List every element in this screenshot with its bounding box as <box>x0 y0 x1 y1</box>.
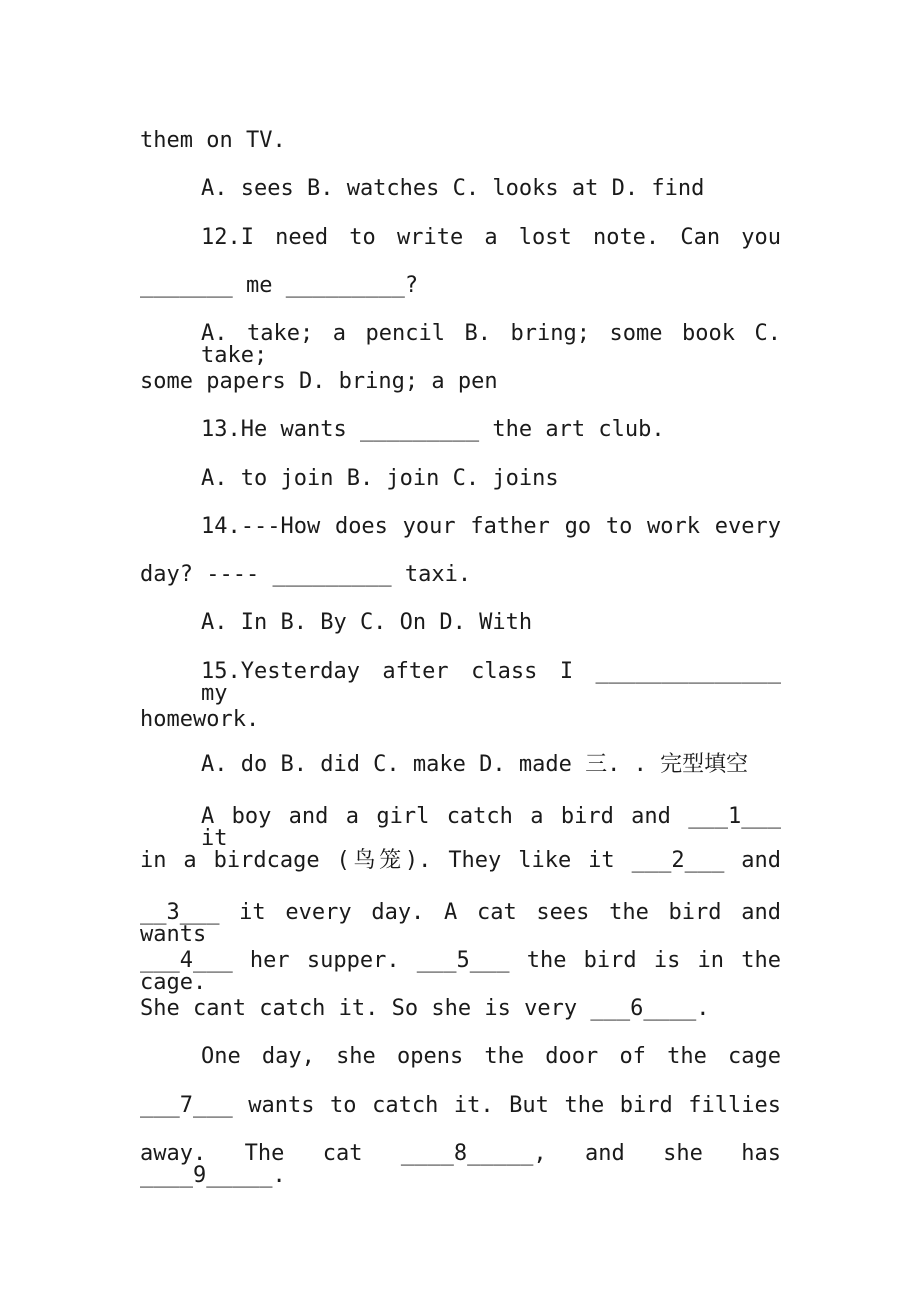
question-12-text: 12.I need to write a lost note. Can you <box>201 225 781 250</box>
question-14-options: A. In B. By C. On D. With <box>201 610 533 635</box>
cloze-paragraph-line: ___4___ her supper. ___5___ the bird is in the cage. <box>140 948 781 995</box>
question-15-options: A. do B. did C. make D. made 三. . 完型填空 <box>201 752 749 777</box>
text-line: day? ---- _________ taxi. <box>140 562 472 587</box>
question-14-text: 14.---How does your father go to work every <box>201 514 781 539</box>
question-13-options: A. to join B. join C. joins <box>201 466 559 491</box>
question-12-options: A. take; a pencil B. bring; some book C. take; <box>201 321 781 368</box>
cloze-paragraph-line: in a birdcage (鸟笼). They like it ___2___ and <box>140 848 781 873</box>
question-13-text: 13.He wants _________ the art club. <box>201 417 665 442</box>
cloze-paragraph-line: ___7___ wants to catch it. But the bird fillies <box>140 1093 781 1118</box>
cloze-paragraph-line: away. The cat ____8_____, and she has ____9_____. <box>140 1141 781 1188</box>
cloze-paragraph-line: __3___ it every day. A cat sees the bird and wants <box>140 900 781 947</box>
question-11-options: A. sees B. watches C. looks at D. find <box>201 176 705 201</box>
text-line: some papers D. bring; a pen <box>140 369 498 394</box>
text-line: _______ me _________? <box>140 273 419 298</box>
cloze-paragraph-line: She cant catch it. So she is very ___6____. <box>140 996 710 1021</box>
cloze-paragraph-line: One day, she opens the door of the cage <box>201 1044 781 1069</box>
question-15-text: 15.Yesterday after class I ______________ my <box>201 659 781 706</box>
text-line: them on TV. <box>140 128 286 153</box>
cloze-paragraph-line: A boy and a girl catch a bird and ___1___ it <box>201 804 781 851</box>
text-line: homework. <box>140 707 260 732</box>
